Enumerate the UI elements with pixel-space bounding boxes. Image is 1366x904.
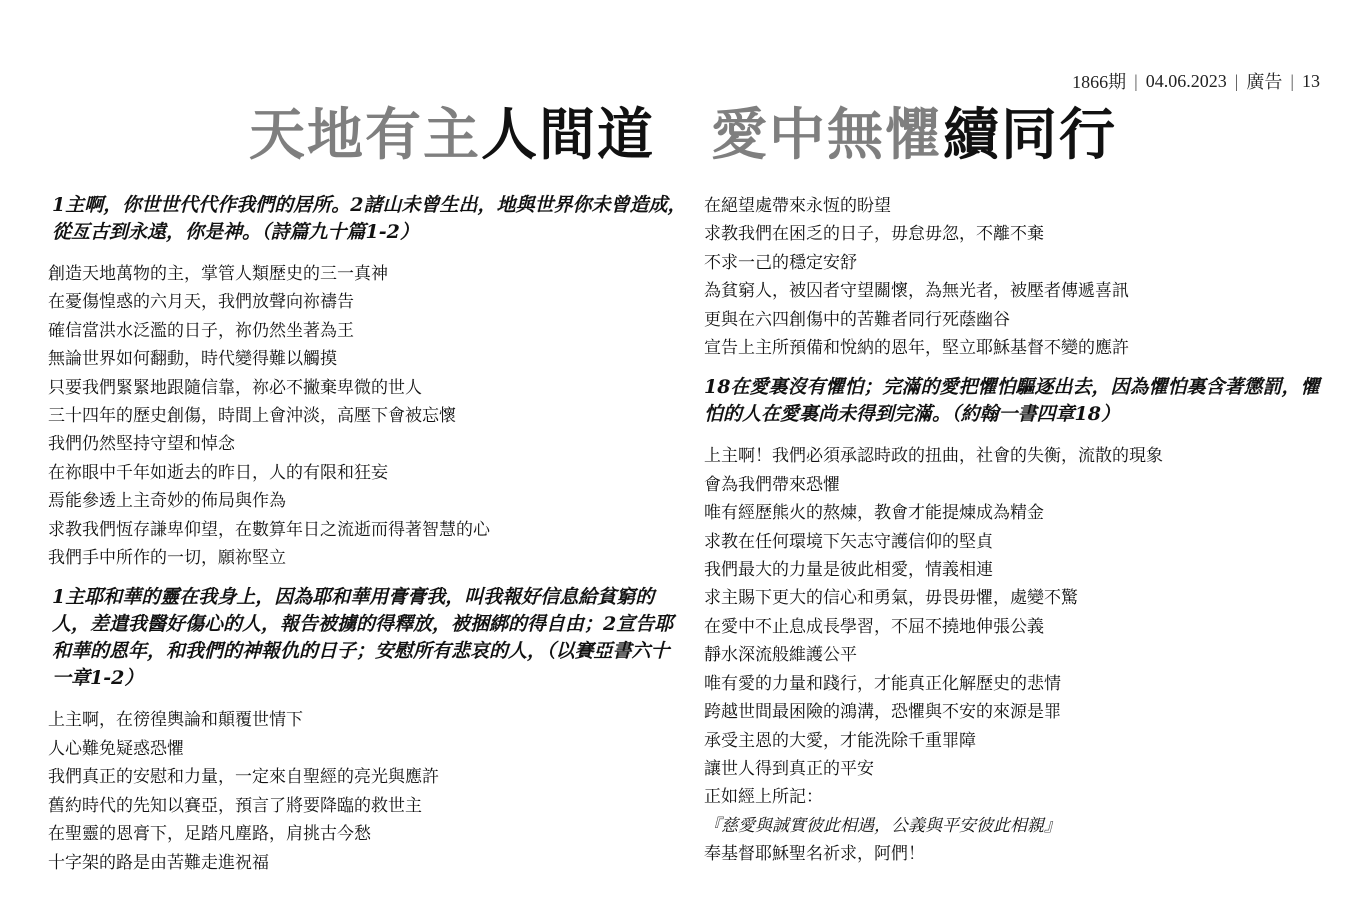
prayer-line: 求教我們在困乏的日子，毋怠毋忽，不離不棄 xyxy=(704,224,1044,245)
scripture-quote: 『慈愛與誠實彼此相遇，公義與平安彼此相親』 xyxy=(704,815,1061,836)
prayer-line: 求主賜下更大的信心和勇氣，毋畏毋懼，處變不驚 xyxy=(704,588,1078,609)
title-part2-gray: 愛中無懼 xyxy=(711,103,943,168)
scripture-verse-psalm: 1主啊，你世世代代作我們的居所。2諸山未曾生出，地與世界你未曾造成，從亙古到永遠，你是神。（詩篇九十篇1-2） xyxy=(52,194,687,243)
prayer-line: 創造天地萬物的主，掌管人類歷史的三一真神 xyxy=(48,264,388,284)
section-label: 廣告 xyxy=(1246,72,1283,92)
prayer-line: 在絕望處帶來永恆的盼望 xyxy=(704,196,891,216)
prayer-line: 求教在任何環境下矢志守護信仰的堅貞 xyxy=(704,531,993,552)
prayer-block-2 xyxy=(48,706,688,876)
prayer-line: 我們最大的力量是彼此相愛，情義相連 xyxy=(704,560,993,581)
right-column xyxy=(704,192,1334,881)
prayer-line: 在憂傷惶惑的六月天，我們放聲向祢禱告 xyxy=(48,292,354,313)
prayer-line: 上主啊，在徬徨輿論和顛覆世情下 xyxy=(48,710,303,731)
closing-amen: 奉基督耶穌聖名祈求，阿們！ xyxy=(704,844,925,865)
prayer-line: 宣告上主所預備和悅納的恩年，堅立耶穌基督不變的應許 xyxy=(704,338,1129,359)
issue-number: 1866期 xyxy=(1072,72,1127,92)
masthead-divider: | xyxy=(1234,70,1239,91)
prayer-line: 讓世人得到真正的平安 xyxy=(704,758,874,779)
prayer-line: 求教我們恆存謙卑仰望，在數算年日之流逝而得著智慧的心 xyxy=(48,519,490,540)
prayer-line: 為貧窮人，被囚者守望關懷，為無光者，被壓者傳遞喜訊 xyxy=(704,281,1129,302)
prayer-line: 只要我們緊緊地跟隨信靠，祢必不撇棄卑微的世人 xyxy=(48,377,422,398)
prayer-line: 舊約時代的先知以賽亞，預言了將要降臨的救世主 xyxy=(48,795,422,816)
prayer-line: 正如經上所記： xyxy=(704,787,823,808)
prayer-line: 在聖靈的恩膏下，足踏凡塵路，肩挑古今愁 xyxy=(48,824,371,845)
prayer-line: 上主啊！我們必須承認時政的扭曲，社會的失衡，流散的現象 xyxy=(704,446,1163,467)
left-column xyxy=(48,192,688,889)
prayer-line: 承受主恩的大愛，才能洗除千重罪障 xyxy=(704,730,976,751)
prayer-line: 不求一己的穩定安舒 xyxy=(704,252,857,273)
prayer-line: 我們仍然堅持守望和悼念 xyxy=(48,434,235,455)
prayer-line: 無論世界如何翻動，時代變得難以觸摸 xyxy=(48,349,337,370)
page-number: 13 xyxy=(1302,70,1320,91)
prayer-line: 人心難免疑惑恐懼 xyxy=(48,738,184,759)
scripture-verse-john: 18在愛裏沒有懼怕；完滿的愛把懼怕驅逐出去，因為懼怕裏含著懲罰，懼怕的人在愛裏尚未得到完滿。（約翰一書四章18） xyxy=(704,376,1320,426)
title-part2-dark: 續同行 xyxy=(943,103,1117,168)
title-part1-gray: 天地有主 xyxy=(249,103,481,168)
prayer-line: 確信當洪水泛濫的日子，祢仍然坐著為王 xyxy=(48,320,354,341)
masthead-divider: | xyxy=(1290,70,1294,91)
prayer-line: 唯有愛的力量和踐行，才能真正化解歷史的悲情 xyxy=(704,673,1061,694)
prayer-line: 靜水深流般維護公平 xyxy=(704,645,857,666)
prayer-line: 在祢眼中千年如逝去的昨日，人的有限和狂妄 xyxy=(48,462,388,483)
prayer-block-3 xyxy=(704,192,1334,362)
issue-date: 04.06.2023 xyxy=(1145,70,1227,91)
masthead xyxy=(1072,68,1320,94)
prayer-line: 我們真正的安慰和力量，一定來自聖經的亮光與應許 xyxy=(48,767,439,788)
prayer-line: 更與在六四創傷中的苦難者同行死蔭幽谷 xyxy=(704,309,1010,330)
prayer-line: 我們手中所作的一切，願祢堅立 xyxy=(48,548,286,569)
masthead-divider: | xyxy=(1134,70,1138,91)
prayer-line: 跨越世間最困險的鴻溝，恐懼與不安的來源是罪 xyxy=(704,702,1061,723)
scripture-verse-isaiah: 1主耶和華的靈在我身上，因為耶和華用膏膏我，叫我報好信息給貧窮的人，差遣我醫好傷心的人，報告被擄的得釋放，被捆綁的得自由；2宣告耶和華的恩年，和我們的神報仇的日子；安慰所有悲哀的人，（以賽亞書六十一章1-2） xyxy=(52,586,674,690)
prayer-line: 焉能參透上主奇妙的佈局與作為 xyxy=(48,491,286,512)
prayer-line: 在愛中不止息成長學習，不屈不撓地伸張公義 xyxy=(704,616,1044,637)
prayer-line: 十字架的路是由苦難走進祝福 xyxy=(48,852,269,873)
prayer-block-1 xyxy=(48,260,688,572)
prayer-line: 唯有經歷熊火的熬煉，教會才能提煉成為精金 xyxy=(704,503,1044,524)
page-title xyxy=(0,96,1366,176)
prayer-line: 三十四年的歷史創傷，時間上會沖淡，高壓下會被忘懷 xyxy=(48,406,456,427)
prayer-line: 會為我們帶來恐懼 xyxy=(704,474,840,495)
prayer-block-4 xyxy=(704,442,1334,868)
title-part1-dark: 人間道 xyxy=(481,103,655,168)
